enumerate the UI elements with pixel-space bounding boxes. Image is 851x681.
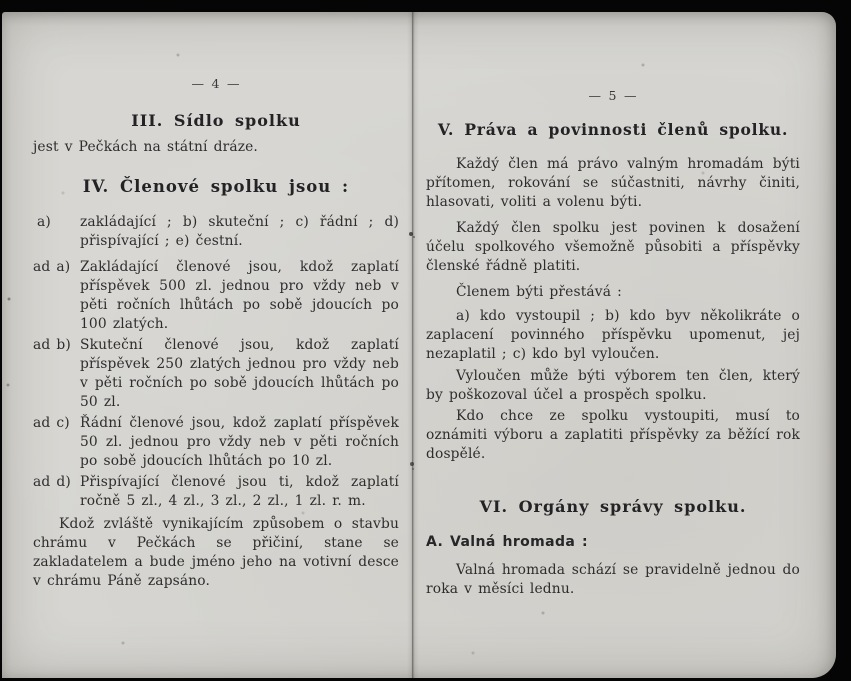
section-heading-vi: VI. Orgány správy spolku. [479,497,747,516]
member-types-item [37,213,399,251]
member-types-text: zakládající ; b) skuteční ; c) řádní ; d) přispívající ; e) čestní. [80,214,399,249]
rights-paragraph-1: Každý člen má právo valným hromadám býti přítomen, rokování se súčastniti, návrhy činiti, hlasovati, voliti a volenu býti. [426,156,800,210]
clause-ad-a-text: Zakládající členové jsou, kdož zaplatí příspěvek 500 zl. jednou pro vždy neb v pěti ročních lhůtách po sobě jdoucích po 100 zlatých. [80,259,399,332]
page-number-right: — 5 — [588,88,638,103]
scan-specks [2,12,4,14]
clause-ad-c [33,414,399,471]
left-page [33,12,399,591]
section-heading-v: V. Práva a povinnosti členů spolku. [437,120,789,139]
clause-ad-d-text: Přispívající členové jsou ti, kdož zaplatí ročně 5 zl., 4 zl., 3 zl., 2 zl., 1 zl. r. m. [80,474,399,509]
valna-hromada-paragraph: Valná hromada schází se pravidelně jednou do roka v měsíci lednu. [426,562,800,597]
subheading-valna-hromada: A. Valná hromada : [426,534,589,550]
rights-paragraph-2: Každý člen spolku jest povinen k dosažení účelu spolkového všemožně působiti a příspěvky členské řádně platiti. [426,220,800,274]
clause-ad-b-text: Skuteční členové jsou, kdož zaplatí příspěvek 250 zlatých jednou pro vždy neb v pěti ročních po sobě jdoucích lhůtách po 50 zl. [80,337,399,410]
clause-ad-b-label: ad b) [33,337,71,353]
clause-ad-d-label: ad d) [33,474,71,490]
seat-paragraph: jest v Pečkách na státní dráze. [33,139,258,155]
binding-top-notch [396,0,422,8]
membership-ends-lead: Členem býti přestává : [456,284,622,300]
expulsion-paragraph: Vyloučen může býti výborem ten člen, který by poškozoval účel a prospěch spolku. [426,368,800,403]
section-heading-iv: IV. Členové spolku jsou : [82,177,350,196]
founder-closing-paragraph: Kdož zvláště vynikajícím způsobem o stavbu chrámu v Pečkách se přičiní, stane se zakladatelem a bude jméno jeho na votivní desce v chrámu Páně zapsáno. [33,516,399,589]
clause-ad-b [33,336,399,412]
member-types-label: a) [37,214,51,230]
clause-ad-d [33,473,399,511]
binding-gutter-shadow [407,12,419,678]
membership-ends-cases: a) kdo vystoupil ; b) kdo byv několikráte o zaplacení povinného příspěvku upomenut, jej nezaplatil ; c) kdo byl vyloučen. [426,308,800,362]
clause-ad-c-label: ad c) [33,415,70,431]
right-page [426,12,800,599]
clause-ad-a [33,258,399,334]
clause-ad-c-text: Řádní členové jsou, kdož zaplatí příspěvek 50 zl. jednou pro vždy neb v pěti ročních po sobě jdoucích lhůtách po 10 zl. [80,415,399,469]
section-heading-iii: III. Sídlo spolku [131,111,301,130]
open-book-sheet [2,12,836,678]
binding-gutter-line [412,12,413,678]
clause-ad-a-label: ad a) [33,259,71,275]
page-number-left: — 4 — [191,76,241,91]
withdrawal-paragraph: Kdo chce ze spolku vystoupiti, musí to oznámiti výboru a zaplatiti příspěvky za běžící rok dospělé. [426,408,800,462]
